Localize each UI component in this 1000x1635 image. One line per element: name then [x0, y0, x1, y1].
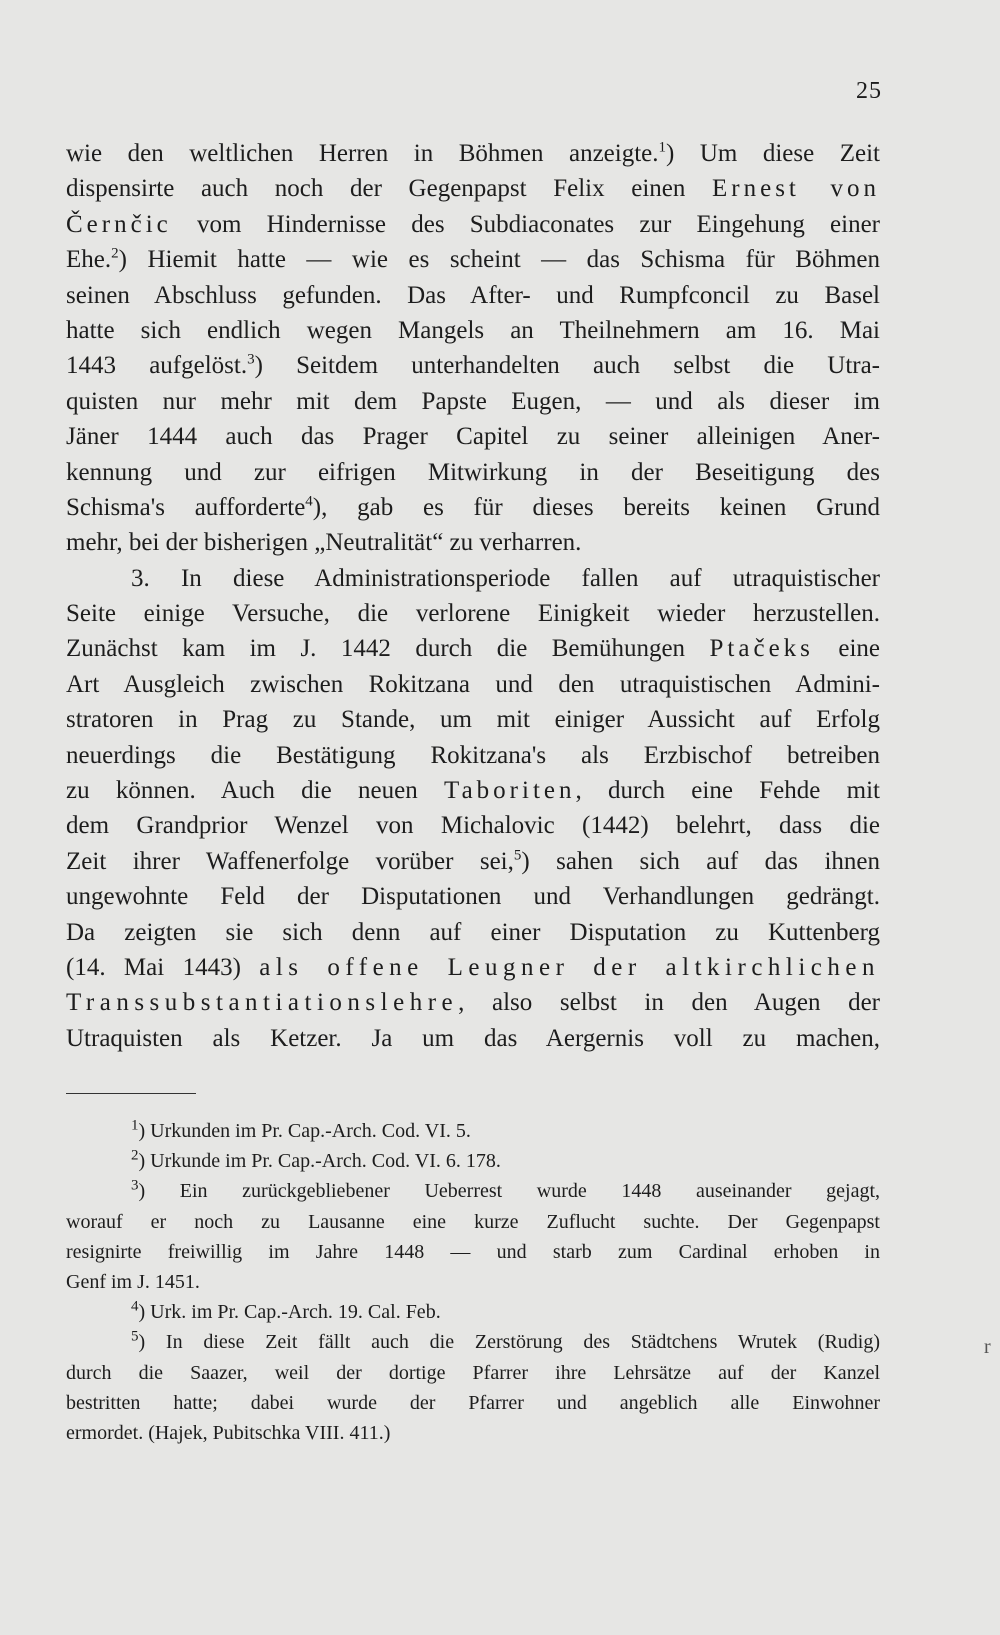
footnotes — [66, 1116, 880, 1448]
text-line — [66, 985, 880, 1020]
spaced-phrase: Transsubstantiationslehre — [66, 989, 459, 1017]
text-line: mehr, bei der bisherigen „Neutralität“ zu verharren. — [66, 529, 582, 557]
text-run: dispensirte auch noch der Gegenpapst Felix einen — [66, 175, 712, 203]
text-line: quisten nur mehr mit dem Papste Eugen, — und als dieser im — [66, 387, 880, 415]
margin-mark: r — [984, 1336, 991, 1358]
footnote-line: ermordet. (Hajek, Pubitschka VIII. 411.) — [66, 1421, 391, 1444]
footnote-divider — [66, 1093, 196, 1094]
text-line — [66, 242, 880, 277]
footnote — [66, 1146, 880, 1176]
text-run: , durch eine Fehde mit — [575, 777, 880, 805]
text-line: Jäner 1444 auch das Prager Capitel zu seiner alleinigen Aner- — [66, 423, 880, 451]
footnote-text: ) In diese Zeit fällt auch die Zerstörung des Städtchens Wrutek (Rudig) — [138, 1331, 880, 1354]
footnote — [66, 1327, 880, 1357]
text-run: wie den weltlichen Herren in Böhmen anzeigte. — [66, 140, 659, 167]
text-line: kennung und zur eifrigen Mitwirkung in der Beseitigung des — [66, 458, 880, 486]
text-line — [66, 207, 880, 242]
text-run: (14. Mai 1443) — [66, 953, 260, 981]
text-line: stratoren in Prag zu Stande, um mit einiger Aussicht auf Erfolg — [66, 706, 880, 734]
text-run: Schisma's aufforderte — [66, 493, 306, 521]
text-line: Art Ausgleich zwischen Rokitzana und den utraquistischen Admini- — [66, 670, 880, 698]
footnote-ref: 1 — [658, 139, 666, 156]
text-line — [66, 490, 880, 525]
text-line — [66, 136, 880, 171]
text-line: dem Grandprior Wenzel von Michalovic (1442) belehrt, dass die — [66, 812, 880, 840]
text-line: seinen Abschluss gefunden. Das After- und Rumpfconcil zu Basel — [66, 281, 880, 309]
text-run: vom Hindernisse des Subdiaconates zur Eingehung einer — [171, 210, 880, 238]
spaced-name: Ptačeks — [709, 635, 814, 663]
text-run: ) Um diese Zeit — [666, 140, 880, 167]
page-number: 25 — [856, 78, 882, 104]
spaced-phrase: als offene Leugner der altkirchlichen — [259, 953, 880, 981]
footnote-line: durch die Saazer, weil der dortige Pfarrer ihre Lehrsätze auf der Kanzel — [66, 1361, 880, 1384]
footnote-number: 3 — [131, 1177, 139, 1194]
text-line — [66, 844, 880, 879]
footnote-number: 4 — [131, 1298, 139, 1315]
footnote-ref: 4 — [305, 493, 313, 510]
text-run: ), gab es für dieses bereits keinen Grund — [312, 493, 880, 521]
text-line: Seite einige Versuche, die verlorene Einigkeit wieder herzustellen. — [66, 600, 880, 628]
text-line — [66, 950, 880, 985]
spaced-name: Taboriten — [444, 777, 576, 805]
footnote-line: worauf er noch zu Lausanne eine kurze Zuflucht suchte. Der Gegenpapst — [66, 1210, 880, 1233]
text-run: Ehe. — [66, 246, 112, 274]
paragraph-start-line: 3. In diese Administrationsperiode fallen auf utraquistischer — [131, 564, 880, 592]
text-run: Zunächst kam im J. 1442 durch die Bemühungen — [66, 635, 710, 663]
text-run: , also selbst in den Augen der — [458, 989, 880, 1017]
footnote-ref: 2 — [111, 245, 119, 262]
text-run: ) Hiemit hatte — wie es scheint — das Schisma für Böhmen — [118, 246, 880, 274]
spaced-name: Černčic — [66, 210, 172, 238]
spaced-name: Ernest von — [712, 175, 880, 203]
footnote-text: ) Ein zurückgebliebener Ueberrest wurde 1448 auseinander gejagt, — [138, 1180, 880, 1203]
footnote-ref: 5 — [513, 847, 522, 864]
text-run: zu können. Auch die neuen — [66, 777, 445, 805]
footnote-text: ) Urkunde im Pr. Cap.-Arch. Cod. VI. 6. 178. — [138, 1150, 501, 1173]
footnote-text: ) Urk. im Pr. Cap.-Arch. 19. Cal. Feb. — [138, 1301, 441, 1324]
text-line — [66, 171, 880, 206]
text-run: ) Seitdem unterhandelten auch selbst die Utra- — [254, 352, 881, 380]
text-run: ) sahen sich auf das ihnen — [521, 847, 880, 875]
footnote-number: 1 — [131, 1117, 139, 1134]
text-run: 1443 aufgelöst. — [66, 352, 248, 380]
text-run: eine — [813, 635, 881, 663]
footnote — [66, 1297, 880, 1327]
text-line: ungewohnte Feld der Disputationen und Verhandlungen gedrängt. — [66, 883, 880, 911]
footnote-ref: 3 — [247, 352, 255, 369]
main-text — [66, 136, 880, 1056]
footnote — [66, 1176, 880, 1206]
text-line — [66, 773, 880, 808]
footnote-line: Genf im J. 1451. — [66, 1270, 200, 1293]
text-line — [66, 348, 880, 383]
text-line: hatte sich endlich wegen Mangels an Theilnehmern am 16. Mai — [66, 316, 880, 344]
text-line: Da zeigten sie sich denn auf einer Disputation zu Kuttenberg — [66, 918, 880, 946]
footnote-number: 5 — [131, 1328, 139, 1345]
footnote-line: resignirte freiwillig im Jahre 1448 — und starb zum Cardinal erhoben in — [66, 1240, 880, 1263]
footnote-text: ) Urkunden im Pr. Cap.-Arch. Cod. VI. 5. — [138, 1120, 471, 1142]
footnote-number: 2 — [131, 1147, 139, 1164]
footnote — [66, 1116, 880, 1146]
footnote-line: bestritten hatte; dabei wurde der Pfarrer und angeblich alle Einwohner — [66, 1391, 880, 1414]
text-line — [66, 631, 880, 666]
text-line: Utraquisten als Ketzer. Ja um das Aergernis voll zu machen, — [66, 1024, 880, 1052]
text-line: neuerdings die Bestätigung Rokitzana's als Erzbischof betreiben — [66, 741, 880, 769]
text-run: Zeit ihrer Waffenerfolge vorüber sei, — [66, 847, 514, 875]
